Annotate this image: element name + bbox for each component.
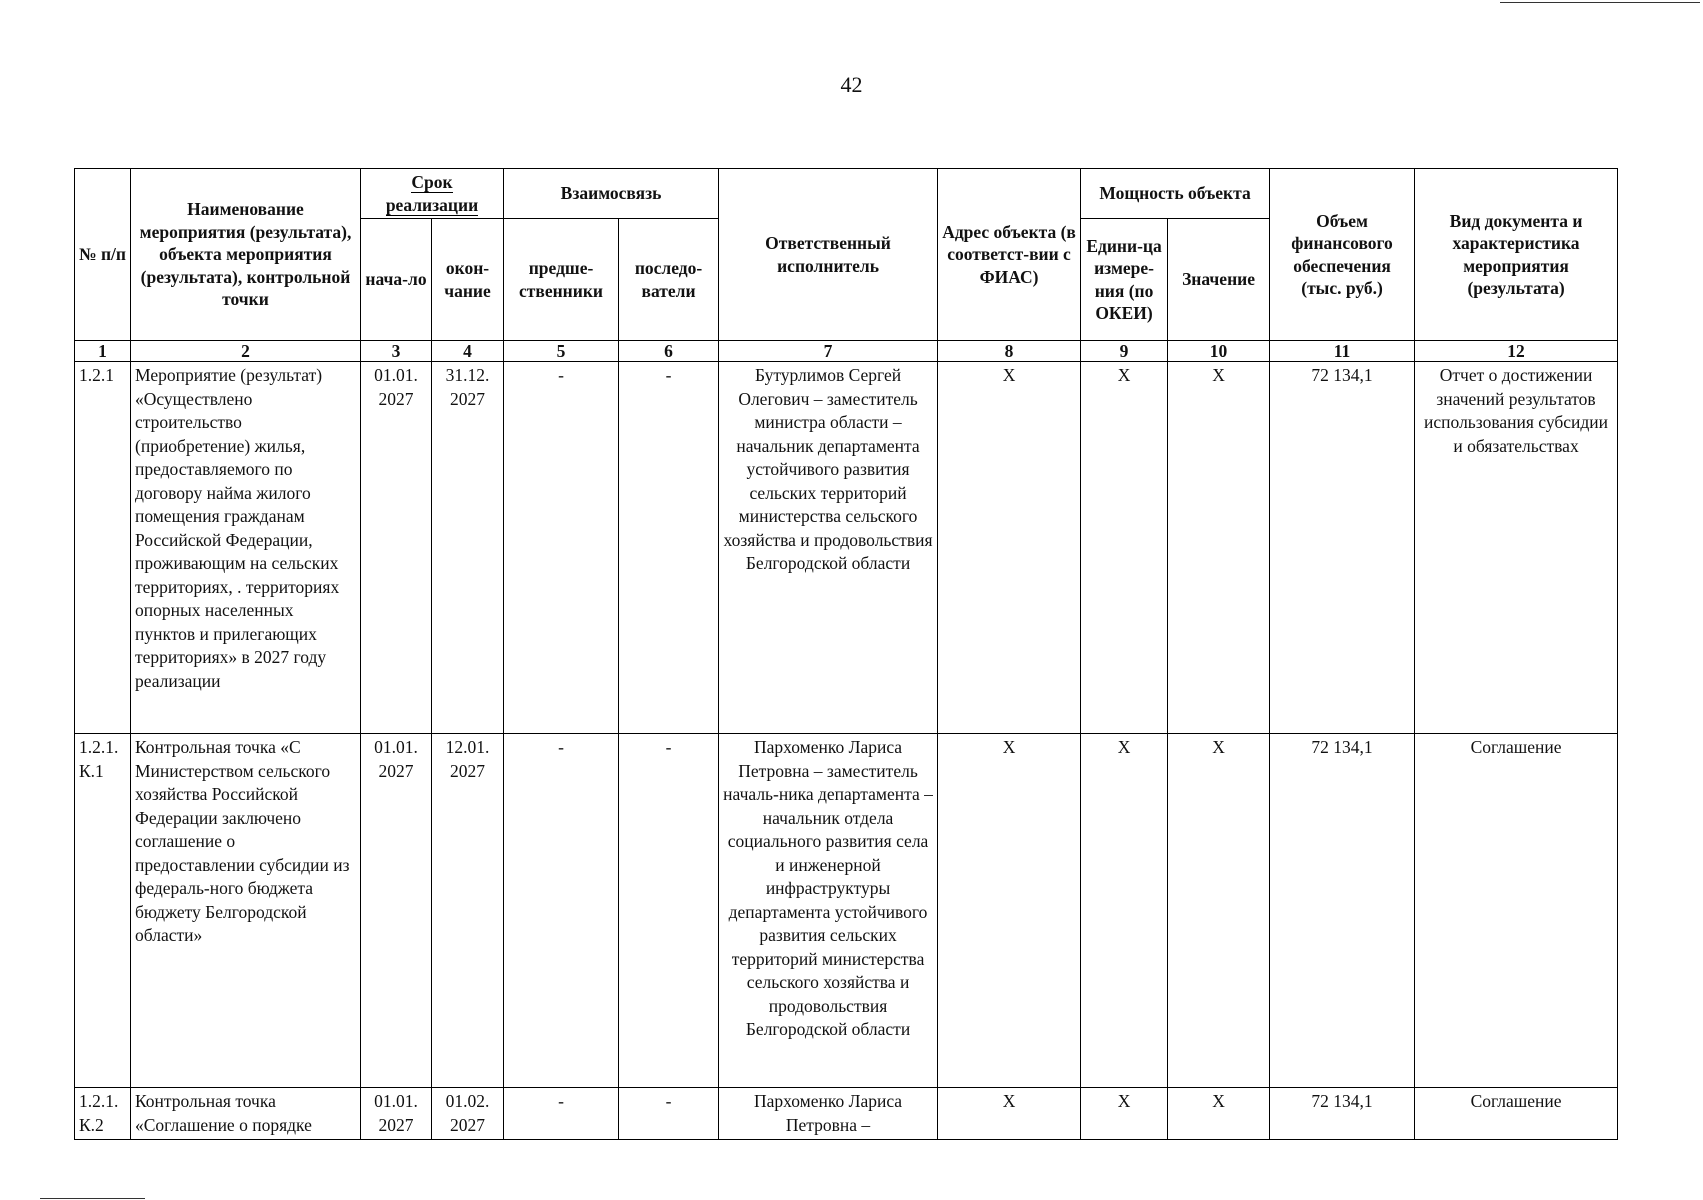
row-exec: Пархоменко Лариса Петровна – bbox=[719, 1088, 938, 1140]
column-number: 7 bbox=[719, 341, 938, 362]
column-number: 5 bbox=[504, 341, 619, 362]
row-name: Мероприятие (результат) «Осуществлено строительство (приобретение) жилья, предоставляемого по договору найма жилого помещения гражданам Российской Федерации, проживающим на сельских территориях, . территориях опорных населенных пунктов и прилегающих территориях» в 2027 году реализации bbox=[131, 362, 361, 734]
row-start: 01.01. 2027 bbox=[361, 1088, 432, 1140]
header-name: Наименование мероприятия (результата), объекта мероприятия (результата), контрольной точки bbox=[131, 169, 361, 341]
table-row bbox=[75, 1088, 1618, 1140]
row-pred: - bbox=[504, 734, 619, 1088]
row-unit: X bbox=[1081, 1088, 1168, 1140]
row-addr: X bbox=[938, 734, 1081, 1088]
row-value: X bbox=[1168, 734, 1270, 1088]
header-start: нача-ло bbox=[361, 219, 432, 341]
row-exec: Пархоменко Лариса Петровна – заместитель началь-ника департамента – начальник отдела социального развития села и инженерной инфраструктуры департамента устойчивого развития сельских территорий министерства сельского хозяйства и продовольствия Белгородской области bbox=[719, 734, 938, 1088]
header-doc: Вид документа и характеристика мероприятия (результата) bbox=[1415, 169, 1618, 341]
row-fin: 72 134,1 bbox=[1270, 362, 1415, 734]
header-end: окон-чание bbox=[432, 219, 504, 341]
row-succ: - bbox=[619, 734, 719, 1088]
row-value: X bbox=[1168, 362, 1270, 734]
column-number: 4 bbox=[432, 341, 504, 362]
row-num: 1.2.1. К.1 bbox=[75, 734, 131, 1088]
row-addr: X bbox=[938, 362, 1081, 734]
column-number: 1 bbox=[75, 341, 131, 362]
header-value: Значение bbox=[1168, 219, 1270, 341]
table-row bbox=[75, 362, 1618, 734]
row-unit: X bbox=[1081, 734, 1168, 1088]
bottom-left-edge-line bbox=[40, 1198, 145, 1199]
row-doc: Отчет о достижении значений результатов использования субсидии и обязательствах bbox=[1415, 362, 1618, 734]
column-number: 10 bbox=[1168, 341, 1270, 362]
header-link: Взаимосвязь bbox=[504, 169, 719, 219]
column-number: 9 bbox=[1081, 341, 1168, 362]
header-num: № п/п bbox=[75, 169, 131, 341]
page-number: 42 bbox=[840, 72, 863, 97]
plan-table bbox=[74, 168, 1618, 1140]
row-succ: - bbox=[619, 1088, 719, 1140]
header-power: Мощность объекта bbox=[1081, 169, 1270, 219]
header-succ: последо-ватели bbox=[619, 219, 719, 341]
row-name: Контрольная точка «Соглашение о порядке bbox=[131, 1088, 361, 1140]
header-addr: Адрес объекта (в соответст-вии с ФИАС) bbox=[938, 169, 1081, 341]
header-unit: Едини-ца измере-ния (по ОКЕИ) bbox=[1081, 219, 1168, 341]
top-right-edge-line bbox=[1500, 2, 1700, 3]
column-number: 12 bbox=[1415, 341, 1618, 362]
row-unit: X bbox=[1081, 362, 1168, 734]
table-row bbox=[75, 734, 1618, 1088]
header-exec: Ответственный исполнитель bbox=[719, 169, 938, 341]
column-number: 8 bbox=[938, 341, 1081, 362]
row-start: 01.01. 2027 bbox=[361, 362, 432, 734]
header-pred: предше-ственники bbox=[504, 219, 619, 341]
column-number: 11 bbox=[1270, 341, 1415, 362]
row-succ: - bbox=[619, 362, 719, 734]
row-fin: 72 134,1 bbox=[1270, 1088, 1415, 1140]
column-number: 2 bbox=[131, 341, 361, 362]
row-doc: Соглашение bbox=[1415, 1088, 1618, 1140]
row-end: 12.01. 2027 bbox=[432, 734, 504, 1088]
row-value: X bbox=[1168, 1088, 1270, 1140]
column-number: 6 bbox=[619, 341, 719, 362]
row-start: 01.01. 2027 bbox=[361, 734, 432, 1088]
row-num: 1.2.1. К.2 bbox=[75, 1088, 131, 1140]
header-period-label: Срок реализации bbox=[385, 172, 479, 215]
row-pred: - bbox=[504, 362, 619, 734]
row-pred: - bbox=[504, 1088, 619, 1140]
row-num: 1.2.1 bbox=[75, 362, 131, 734]
row-name: Контрольная точка «С Министерством сельского хозяйства Российской Федерации заключено соглашение о предоставлении субсидии из федераль-ного бюджета бюджету Белгородской области» bbox=[131, 734, 361, 1088]
header-fin: Объем финансового обеспечения (тыс. руб.) bbox=[1270, 169, 1415, 341]
header-period bbox=[361, 169, 504, 219]
row-addr: X bbox=[938, 1088, 1081, 1140]
row-end: 31.12. 2027 bbox=[432, 362, 504, 734]
row-doc: Соглашение bbox=[1415, 734, 1618, 1088]
row-exec: Бутурлимов Сергей Олегович – заместитель министра области – начальник департамента устойчивого развития сельских территорий министерства сельского хозяйства и продовольствия Белгородской области bbox=[719, 362, 938, 734]
column-number: 3 bbox=[361, 341, 432, 362]
row-fin: 72 134,1 bbox=[1270, 734, 1415, 1088]
row-end: 01.02. 2027 bbox=[432, 1088, 504, 1140]
